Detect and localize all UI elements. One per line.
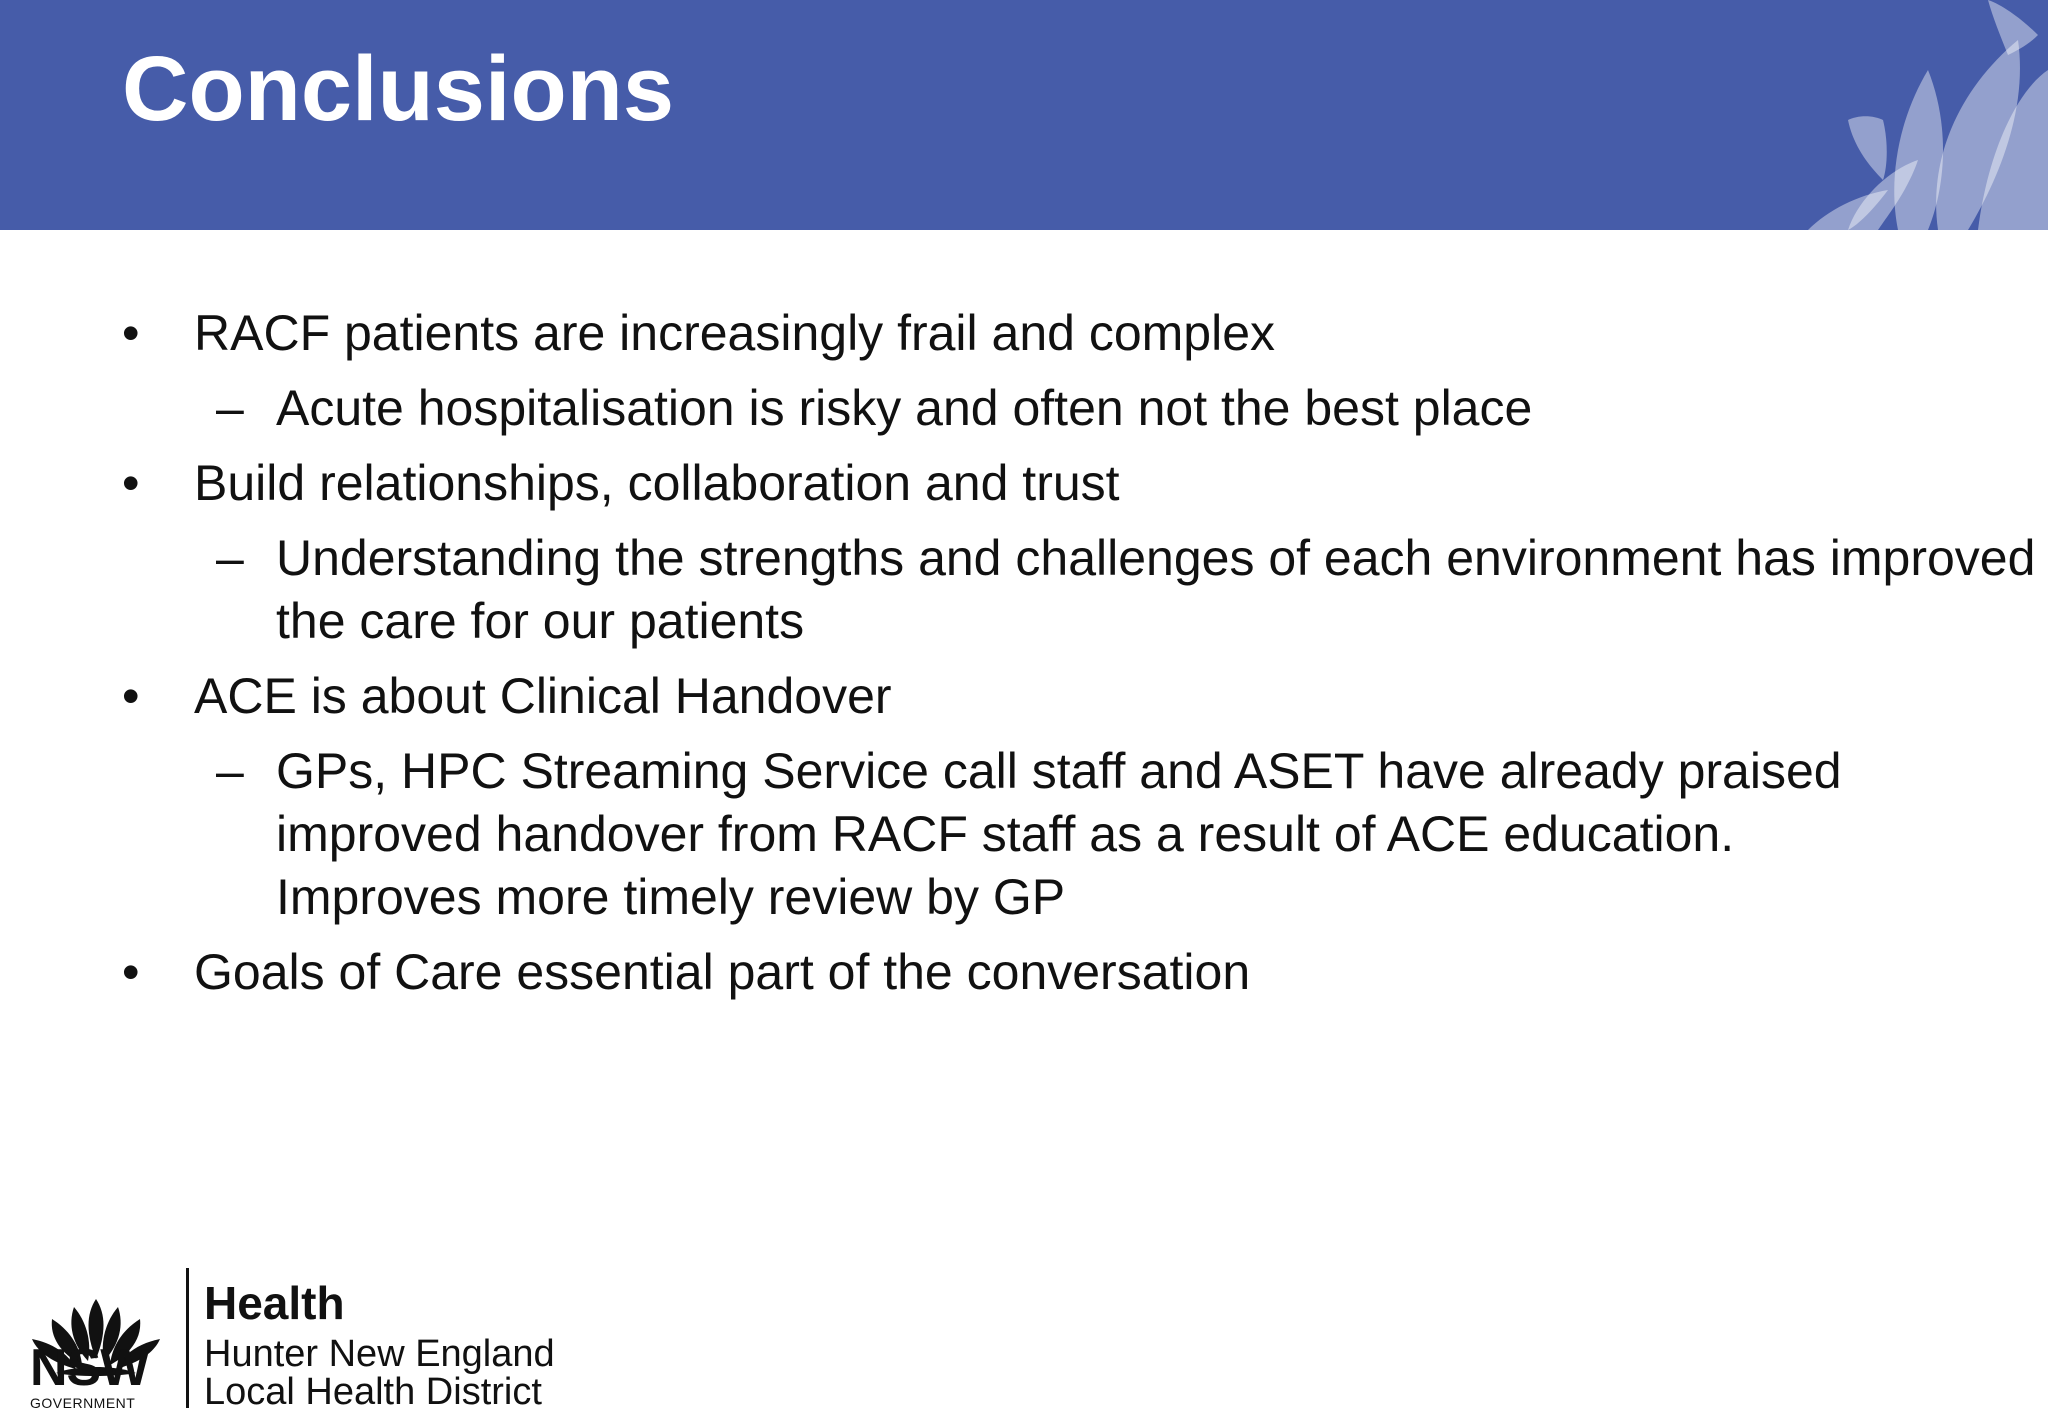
district-name-line2: Local Health District bbox=[204, 1371, 542, 1413]
bullet-item bbox=[118, 941, 1978, 1004]
health-wordmark: Health bbox=[204, 1277, 345, 1329]
sub-bullet-marker: – bbox=[216, 380, 244, 436]
bullet-item bbox=[118, 665, 1978, 728]
sub-bullet-text: Understanding the strengths and challenges of each environment has improved the care for our patients bbox=[276, 530, 2036, 649]
waratah-outline-icon bbox=[1788, 0, 2048, 230]
district-name-line1: Hunter New England bbox=[204, 1333, 555, 1375]
bullet-item bbox=[118, 452, 1978, 515]
sub-bullet-item bbox=[118, 527, 2036, 653]
bullet-item bbox=[118, 302, 1978, 365]
bullet-text: Build relationships, collaboration and trust bbox=[194, 455, 1120, 511]
sub-bullet-text: GPs, HPC Streaming Service call staff and ASET have already praised improved handover from RACF staff as a result of ACE education. Improves more timely review by GP bbox=[276, 743, 1842, 925]
sub-bullet-item bbox=[118, 377, 1978, 440]
bullet-text: ACE is about Clinical Handover bbox=[194, 668, 892, 724]
bullet-marker: • bbox=[122, 668, 140, 724]
bullet-list bbox=[118, 302, 2036, 1016]
bullet-marker: • bbox=[122, 305, 140, 361]
nsw-health-logo bbox=[26, 1256, 586, 1412]
bullet-marker: • bbox=[122, 944, 140, 1000]
sub-bullet-text: Acute hospitalisation is risky and often not the best place bbox=[276, 380, 1533, 436]
bullet-marker: • bbox=[122, 455, 140, 511]
government-wordmark: GOVERNMENT bbox=[30, 1395, 136, 1411]
sub-bullet-item bbox=[118, 740, 1886, 929]
slide-header bbox=[0, 0, 2048, 230]
sub-bullet-marker: – bbox=[216, 743, 244, 799]
logo-divider bbox=[186, 1268, 189, 1408]
bullet-text: RACF patients are increasingly frail and complex bbox=[194, 305, 1276, 361]
sub-bullet-marker: – bbox=[216, 530, 244, 586]
slide-title: Conclusions bbox=[122, 38, 675, 140]
bullet-text: Goals of Care essential part of the conversation bbox=[194, 944, 1251, 1000]
nsw-wordmark: NSW bbox=[30, 1339, 149, 1397]
